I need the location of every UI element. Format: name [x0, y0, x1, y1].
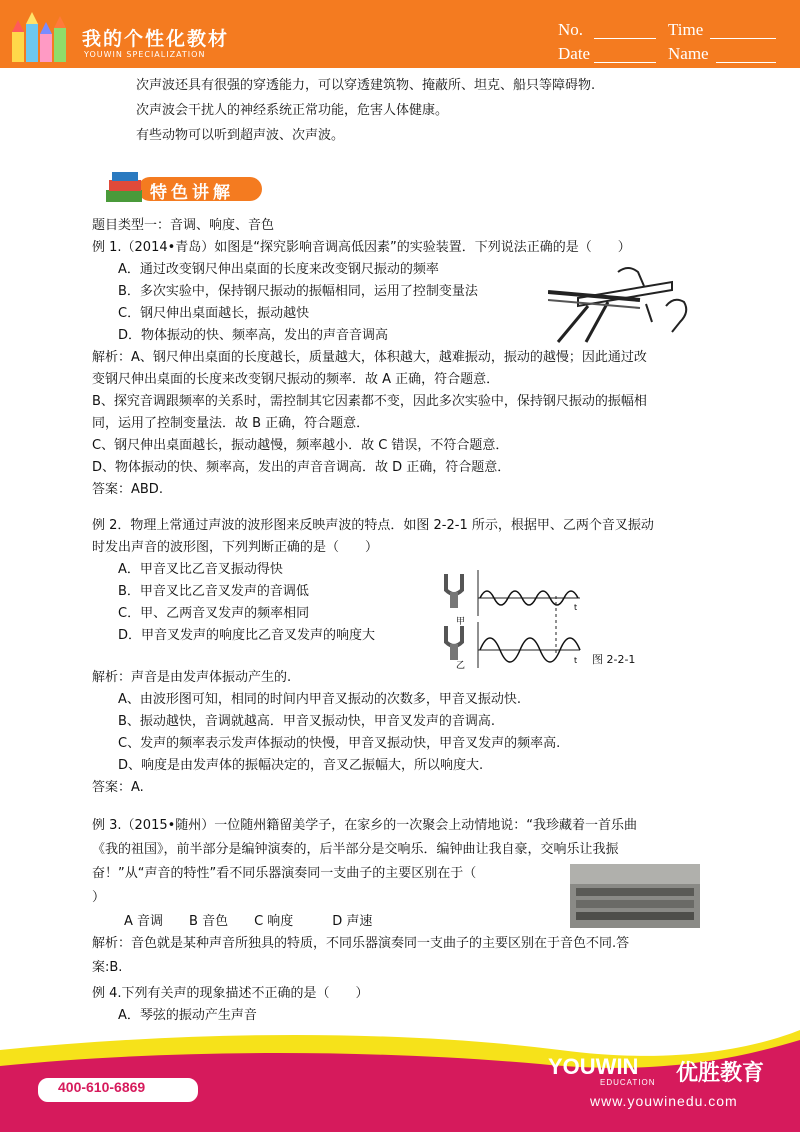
name-label: Name: [668, 44, 709, 63]
intro-line: 次声波会干扰人的神经系统正常功能，危害人体健康。: [136, 103, 449, 118]
example2-analysis: C、发声的频率表示发声体振动的快慢，甲音叉振动快，甲音叉发声的频率高.: [118, 736, 561, 751]
figure-caption: 图 2-2-1: [592, 653, 636, 666]
time-axis-label: t: [574, 603, 578, 612]
intro-line: 有些动物可以听到超声波、次声波。: [136, 128, 345, 143]
example2-option: B．甲音叉比乙音叉发声的音调低: [118, 584, 309, 599]
brand-title: 我的个性化教材: [82, 28, 230, 50]
phone-number: 400-610-6869: [58, 1079, 146, 1095]
example2-analysis: B、振动越快，音调就越高．甲音叉振动快，甲音叉发声的音调高.: [118, 714, 496, 729]
example1-option: B．多次实验中，保持钢尺振动的振幅相同，运用了控制变量法: [118, 284, 478, 299]
example1-analysis: 解析：A、钢尺伸出桌面的长度越长，质量越大，体积越大，越难振动，振动的越慢；因此通过改: [92, 350, 647, 365]
time-field[interactable]: [710, 38, 776, 39]
example3-question: 奋！”从“声音的特性”看不同乐器演奏同一支曲子的主要区别在于（: [92, 866, 477, 881]
example1-answer: 答案：ABD.: [92, 482, 163, 497]
tuning-fork-waveform-figure: [440, 566, 590, 670]
example3-analysis: 解析：音色就是某种声音所独具的特质，不同乐器演奏同一支曲子的主要区别在于音色不同.答: [92, 936, 630, 951]
example2-answer: 答案：A.: [92, 780, 144, 795]
youwin-sub: EDUCATION: [600, 1078, 656, 1087]
time-axis-label: t: [574, 656, 578, 665]
no-field[interactable]: [594, 38, 656, 39]
website-link[interactable]: www.youwinedu.com: [590, 1093, 738, 1109]
brand-subtitle: YOUWIN SPECIALIZATION: [84, 50, 206, 59]
orchestra-photo: [570, 864, 700, 928]
example3-options: A 音调 B 音色 C 响度 D 声速: [124, 914, 373, 929]
example1-analysis: D、物体振动的快、频率高，发出的声音音调高．故 D 正确，符合题意．: [92, 460, 511, 475]
example3-analysis: 案:B.: [92, 960, 123, 975]
example2-analysis: D、响度是由发声体的振幅决定的，音叉乙振幅大，所以响度大.: [118, 758, 484, 773]
time-label: Time: [668, 20, 704, 39]
logo-castle-icon: [8, 10, 72, 64]
example2-option: D．甲音叉发声的响度比乙音叉发声的响度大: [118, 628, 376, 643]
youwin-logo: YOUWIN: [548, 1054, 639, 1079]
no-label: No.: [558, 20, 584, 39]
example1-question: 例 1.（2014•青岛）如图是“探究影响音调高低因素”的实验装置．下列说法正确的是（ ）: [92, 240, 631, 255]
example2-analysis: 解析：声音是由发声体振动产生的.: [92, 670, 292, 685]
example4-option: A．琴弦的振动产生声音: [118, 1008, 257, 1023]
example1-analysis: C、钢尺伸出桌面越长，振动越慢，频率越小．故 C 错误，不符合题意．: [92, 438, 509, 453]
example2-option: A．甲音叉比乙音叉振动得快: [118, 562, 283, 577]
example2-option: C．甲、乙两音叉发声的频率相同: [118, 606, 310, 621]
fork-label-yi: 乙: [456, 661, 466, 670]
topic-type: 题目类型一：音调、响度、音色: [92, 218, 275, 233]
date-field[interactable]: [594, 62, 656, 63]
youwin-cn: 优胜教育: [676, 1061, 765, 1086]
example2-question: 时发出声音的波形图，下列判断正确的是（ ）: [92, 540, 379, 555]
example3-question: ）: [92, 890, 106, 905]
section-title: 特色讲解: [150, 183, 234, 203]
example1-option: D．物体振动的快、频率高，发出的声音音调高: [118, 328, 389, 343]
date-label: Date: [558, 44, 591, 63]
example4-question: 例 4.下列有关声的现象描述不正确的是（ ）: [92, 986, 369, 1001]
example1-option: A．通过改变钢尺伸出桌面的长度来改变钢尺振动的频率: [118, 262, 439, 277]
intro-line: 次声波还具有很强的穿透能力，可以穿透建筑物、掩蔽所、坦克、船只等障碍物.: [136, 78, 596, 93]
example1-option: C．钢尺伸出桌面越长，振动越快: [118, 306, 310, 321]
example1-analysis: B、探究音调跟频率的关系时，需控制其它因素都不变，因此多次实验中，保持钢尺振动的振幅相: [92, 394, 647, 409]
name-field[interactable]: [716, 62, 776, 63]
example3-question: 《我的祖国》，前半部分是编钟演奏的，后半部分是交响乐．编钟曲让我自豪，交响乐让我振: [92, 842, 619, 857]
ruler-experiment-figure: [548, 262, 696, 344]
example1-analysis: 同，运用了控制变量法．故 B 正确，符合题意．: [92, 416, 370, 431]
fork-label-jia: 甲: [456, 617, 466, 627]
example3-question: 例 3.（2015•随州）一位随州籍留美学子，在家乡的一次聚会上动情地说：“我珍藏着一首乐曲: [92, 818, 638, 833]
example1-analysis: 变钢尺伸出桌面的长度来改变钢尺振动的频率．故 A 正确，符合题意．: [92, 372, 500, 387]
example2-analysis: A、由波形图可知，相同的时间内甲音叉振动的次数多，甲音叉振动快.: [118, 692, 522, 707]
example2-question: 例 2．物理上常通过声波的波形图来反映声波的特点．如图 2-2-1 所示，根据甲、乙两个音叉振动: [92, 518, 654, 533]
